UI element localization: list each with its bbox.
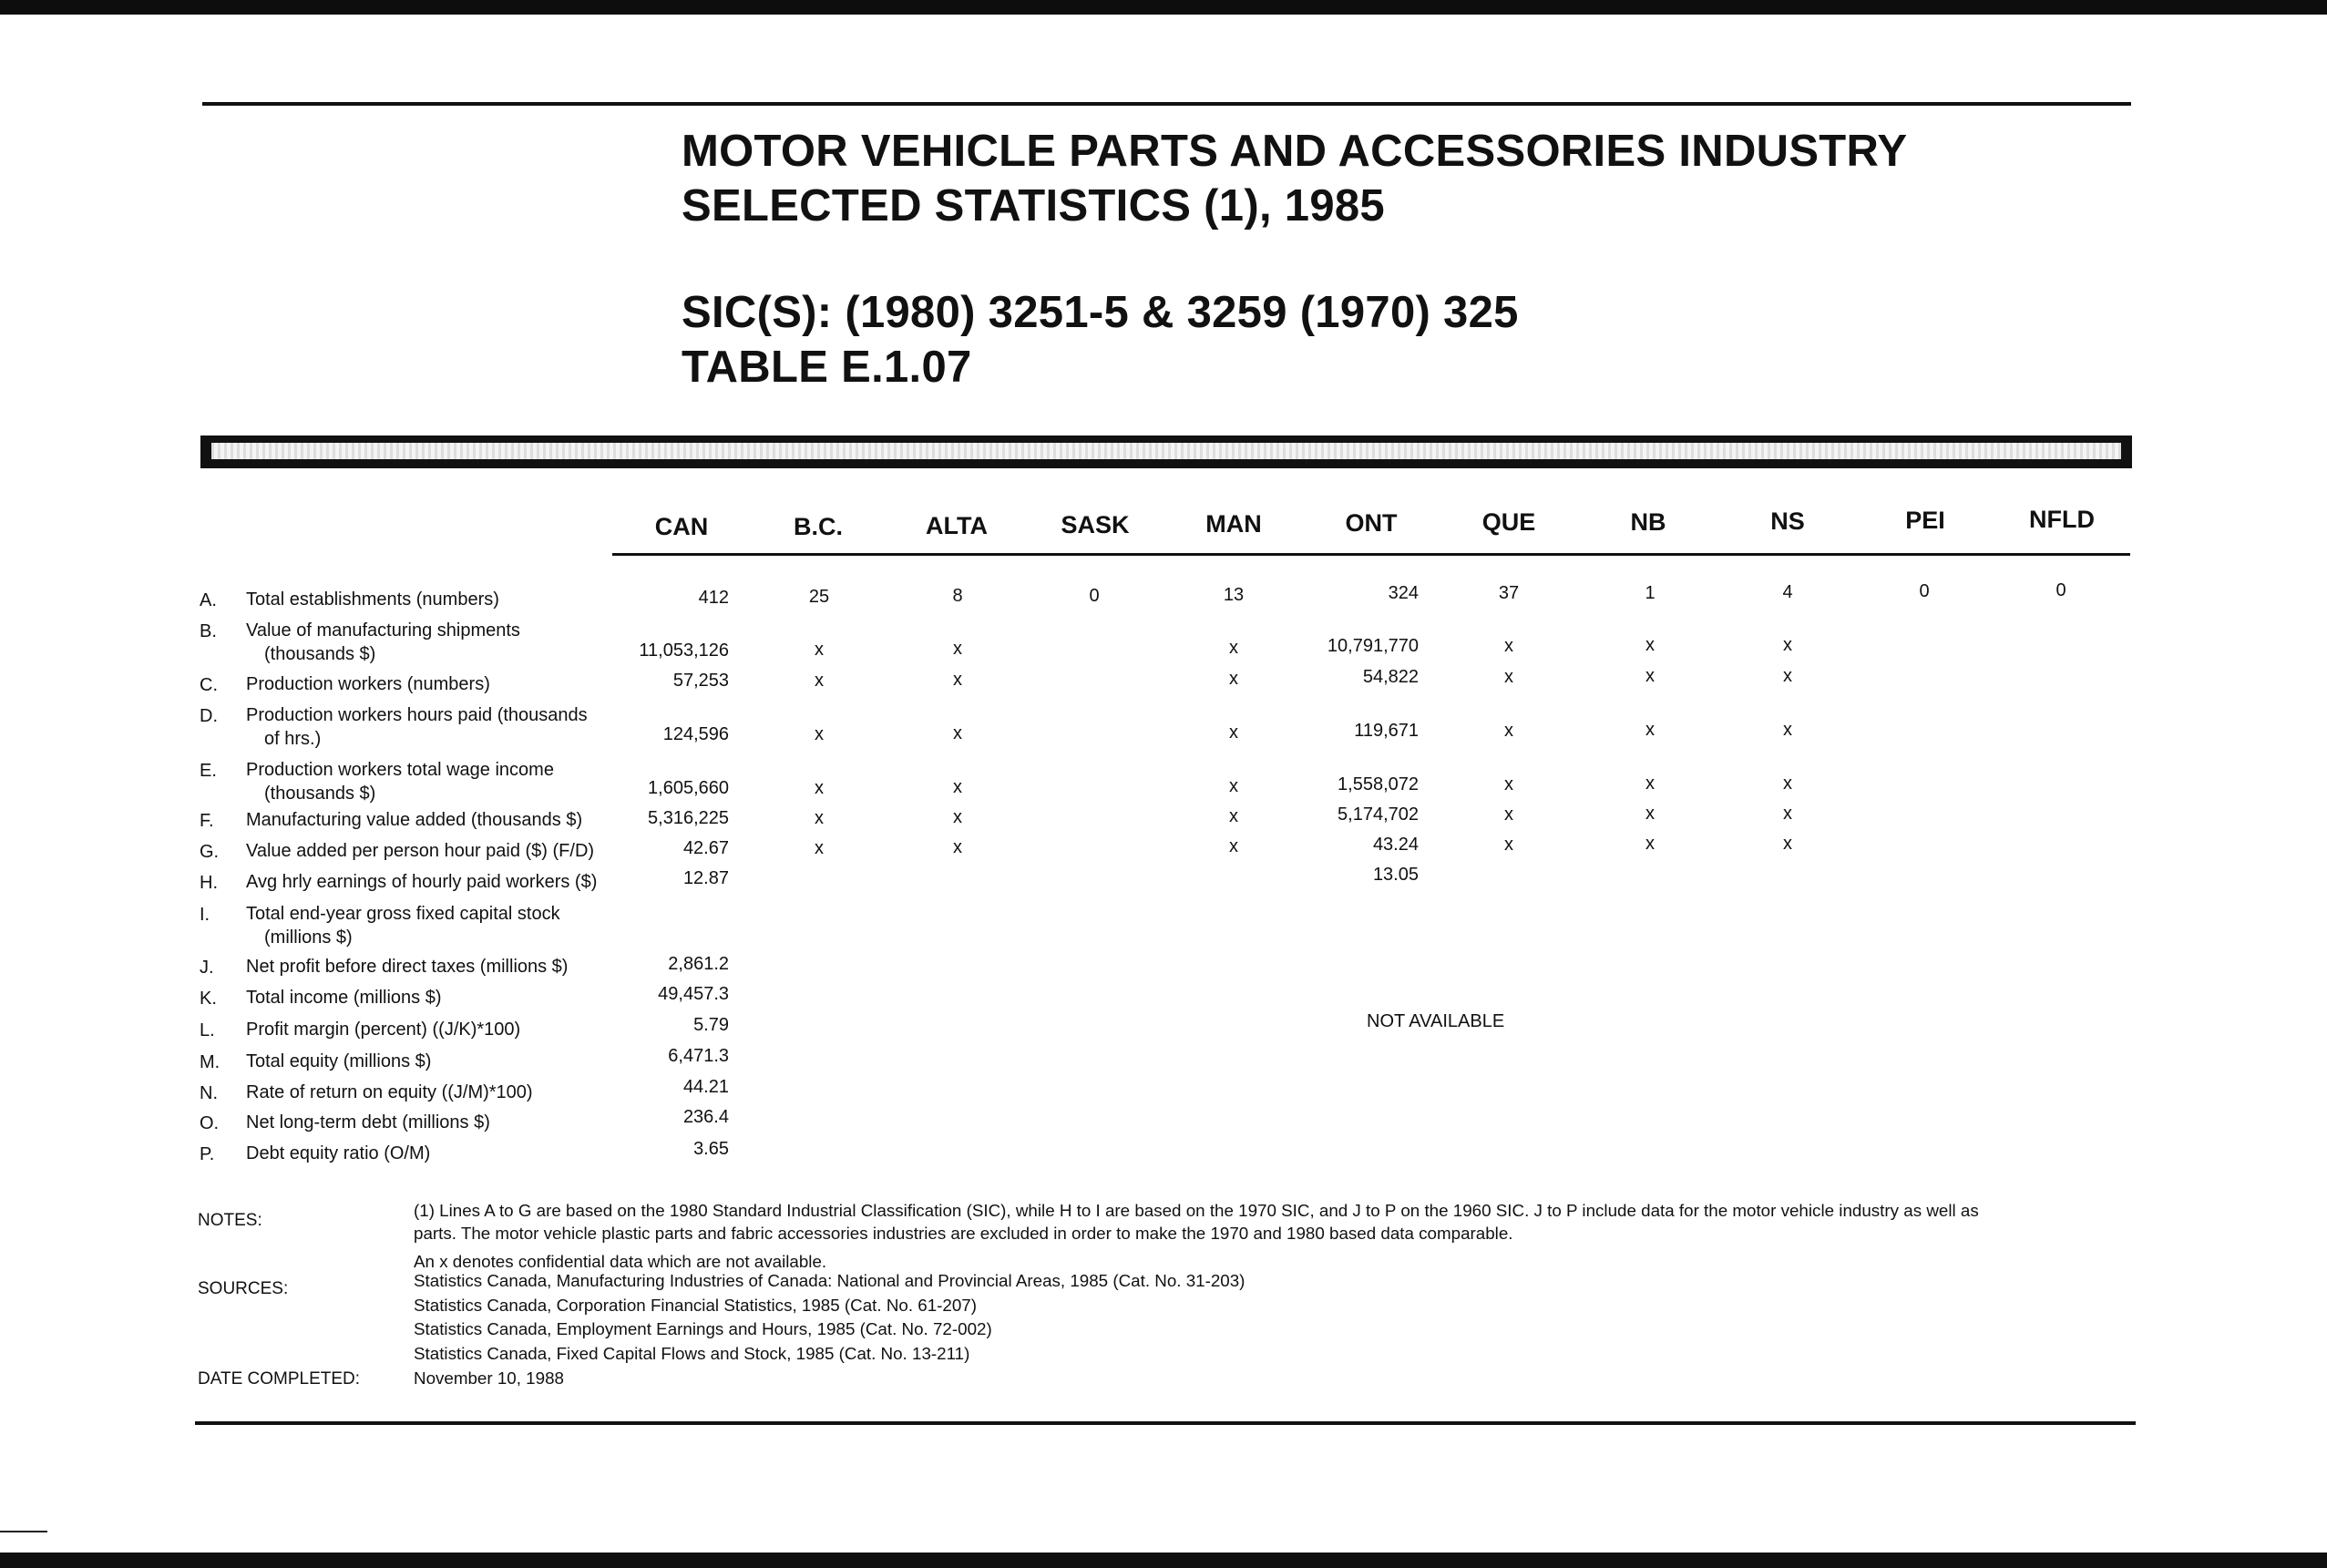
col-header-can: CAN: [654, 513, 709, 540]
row-label: Total equity (millions $): [246, 1051, 432, 1071]
cell-alta: x: [953, 670, 962, 690]
source-3: Statistics Canada, Employment Earnings and Hours, 1985 (Cat. No. 72-002): [414, 1319, 992, 1338]
source-2: Statistics Canada, Corporation Financial Statistics, 1985 (Cat. No. 61-207): [414, 1296, 977, 1315]
row-letter: C.: [200, 675, 218, 695]
cell-can: 124,596: [662, 724, 729, 744]
cell-ns: 4: [1782, 582, 1793, 602]
cell-ont: 119,671: [1354, 721, 1419, 741]
cell-man: x: [1229, 638, 1238, 658]
row-label-line-2: (thousands $): [264, 784, 376, 804]
row-letter: H.: [200, 873, 218, 893]
cell-can: 2,861.2: [668, 954, 729, 974]
row-letter: J.: [200, 958, 214, 978]
cell-que: x: [1504, 835, 1513, 855]
cell-alta: x: [953, 777, 962, 797]
cell-can: 3.65: [693, 1139, 729, 1159]
cell-man: x: [1229, 806, 1238, 826]
row-letter: I.: [200, 905, 210, 925]
cell-que: x: [1504, 636, 1513, 656]
cell-can: 6,471.3: [668, 1046, 729, 1066]
cell-alta: x: [953, 639, 962, 659]
row-label: Total establishments (numbers): [246, 589, 499, 610]
cell-sask: 0: [1089, 586, 1100, 606]
row-letter: L.: [200, 1020, 215, 1040]
title-line-2: SELECTED STATISTICS (1), 1985: [682, 181, 1385, 231]
bottom-rule: [195, 1421, 2136, 1425]
header-rule: [612, 553, 2130, 556]
title-line-1: MOTOR VEHICLE PARTS AND ACCESSORIES INDUSTRY: [682, 127, 1908, 176]
cell-man: x: [1229, 723, 1238, 743]
row-letter: G.: [200, 842, 220, 862]
sources-label: SOURCES:: [198, 1279, 289, 1298]
cell-bc: 25: [808, 587, 830, 607]
cell-ont: 43.24: [1372, 835, 1419, 855]
cell-can: 5.79: [693, 1015, 729, 1035]
row-letter: D.: [200, 706, 218, 726]
cell-nb: x: [1645, 834, 1655, 854]
row-label: Debt equity ratio (O/M): [246, 1143, 431, 1163]
cell-can: 49,457.3: [658, 984, 729, 1004]
table-id: TABLE E.1.07: [682, 343, 972, 392]
cell-que: x: [1504, 667, 1513, 687]
row-label: Profit margin (percent) ((J/K)*100): [246, 1020, 521, 1040]
row-label-line-1: Production workers hours paid (thousands: [246, 705, 588, 725]
row-letter: P.: [200, 1144, 215, 1164]
cell-ns: x: [1783, 720, 1792, 740]
cell-man: x: [1229, 776, 1238, 796]
col-header-que: QUE: [1481, 508, 1536, 536]
cell-alta: x: [953, 723, 962, 743]
col-header-ont: ONT: [1345, 509, 1398, 537]
cell-que: 37: [1498, 583, 1520, 603]
cell-man: 13: [1223, 585, 1245, 605]
cell-bc: x: [815, 671, 824, 691]
cell-can: 1,605,660: [648, 778, 729, 798]
row-label: Value added per person hour paid ($) (F/D): [246, 841, 595, 861]
cell-can: 5,316,225: [648, 808, 729, 828]
cell-bc: x: [815, 838, 824, 858]
cell-nb: x: [1645, 774, 1655, 794]
cell-nb: x: [1645, 666, 1655, 686]
row-letter: N.: [200, 1083, 218, 1103]
notes-line-3: An x denotes confidential data which are not available.: [414, 1252, 827, 1271]
cell-can: 11,053,126: [639, 641, 729, 661]
date-completed-label: DATE COMPLETED:: [198, 1369, 361, 1389]
top-rule: [202, 102, 2131, 106]
cell-can: 12.87: [682, 868, 729, 888]
cell-can: 57,253: [672, 671, 729, 691]
cell-nb: x: [1645, 720, 1655, 740]
cell-ns: x: [1783, 804, 1792, 824]
cell-que: x: [1504, 721, 1513, 741]
cell-bc: x: [815, 724, 824, 744]
col-header-ns: NS: [1770, 507, 1805, 535]
cell-bc: x: [815, 640, 824, 660]
row-letter: A.: [200, 590, 217, 610]
source-4: Statistics Canada, Fixed Capital Flows and Stock, 1985 (Cat. No. 13-211): [414, 1344, 970, 1363]
row-label: Net profit before direct taxes (millions $): [246, 957, 569, 977]
cell-can: 44.21: [682, 1077, 729, 1097]
cell-ont: 13.05: [1372, 865, 1419, 885]
sic-line: SIC(S): (1980) 3251-5 & 3259 (1970) 325: [682, 288, 1519, 337]
cell-man: x: [1229, 836, 1238, 856]
cell-ont: 1,558,072: [1338, 774, 1419, 794]
cell-que: x: [1504, 804, 1513, 825]
cell-ont: 10,791,770: [1327, 636, 1419, 656]
row-letter: M.: [200, 1052, 220, 1072]
date-completed-value: November 10, 1988: [414, 1368, 564, 1388]
row-letter: K.: [200, 989, 217, 1009]
row-label-line-2: of hrs.): [264, 729, 322, 749]
col-header-bc: B.C.: [794, 513, 843, 540]
row-label-line-2: (thousands $): [264, 644, 376, 664]
notes-line-2: parts. The motor vehicle plastic parts and fabric accessories industries are excluded in order to make the 1970 and 1980 based data comparable.: [414, 1224, 1513, 1243]
cell-pei: 0: [1919, 581, 1930, 601]
row-label: Avg hrly earnings of hourly paid workers ($): [246, 872, 598, 892]
notes-line-1: (1) Lines A to G are based on the 1980 Standard Industrial Classification (SIC), while H to I are based on the 1970 SIC, and J to P on the 1960 SIC. J to P include data for the motor vehicle industry as well as: [414, 1201, 1979, 1220]
col-header-nfld: NFLD: [2029, 506, 2095, 533]
cell-ont: 324: [1388, 583, 1419, 603]
row-label: Manufacturing value added (thousands $): [246, 810, 583, 830]
cell-nfld: 0: [2055, 580, 2066, 600]
scan-border-bottom: [0, 1553, 2327, 1568]
row-label: Rate of return on equity ((J/M)*100): [246, 1082, 533, 1102]
notes-label: NOTES:: [198, 1211, 262, 1230]
row-letter: E.: [200, 761, 217, 781]
heavy-divider-texture: [211, 443, 2121, 459]
cell-ont: 54,822: [1362, 667, 1419, 687]
cell-ont: 5,174,702: [1338, 804, 1419, 825]
cell-ns: x: [1783, 635, 1792, 655]
cell-nb: x: [1645, 635, 1655, 655]
row-letter: B.: [200, 621, 217, 641]
not-available-note: NOT AVAILABLE: [1367, 1011, 1505, 1031]
cell-ns: x: [1783, 774, 1792, 794]
row-label: Net long-term debt (millions $): [246, 1112, 490, 1132]
row-letter: F.: [200, 811, 214, 831]
row-label-line-1: Value of manufacturing shipments: [246, 620, 520, 641]
row-letter: O.: [200, 1113, 220, 1133]
cell-can: 236.4: [682, 1107, 729, 1127]
col-header-alta: ALTA: [926, 512, 988, 539]
col-header-nb: NB: [1630, 508, 1666, 536]
cell-can: 42.67: [682, 838, 729, 858]
scan-border-top: [0, 0, 2327, 15]
row-label: Total income (millions $): [246, 988, 442, 1008]
cell-alta: 8: [952, 586, 963, 606]
cell-bc: x: [815, 778, 824, 798]
scan-mark: [0, 1531, 47, 1532]
row-label-line-1: Total end-year gross fixed capital stock: [246, 904, 560, 924]
cell-alta: x: [953, 837, 962, 857]
row-label-line-2: (millions $): [264, 927, 353, 948]
cell-alta: x: [953, 807, 962, 827]
row-label-line-1: Production workers total wage income: [246, 760, 554, 780]
source-1: Statistics Canada, Manufacturing Industries of Canada: National and Provincial Areas, 1985 (Cat. No. 31-203): [414, 1271, 1246, 1290]
col-header-man: MAN: [1205, 510, 1262, 538]
cell-nb: x: [1645, 804, 1655, 824]
row-label: Production workers (numbers): [246, 674, 490, 694]
cell-ns: x: [1783, 666, 1792, 686]
cell-que: x: [1504, 774, 1513, 794]
cell-man: x: [1229, 669, 1238, 689]
cell-ns: x: [1783, 834, 1792, 854]
col-header-pei: PEI: [1905, 507, 1945, 534]
col-header-sask: SASK: [1061, 511, 1130, 538]
cell-bc: x: [815, 808, 824, 828]
cell-can: 412: [698, 588, 729, 608]
cell-nb: 1: [1645, 583, 1656, 603]
